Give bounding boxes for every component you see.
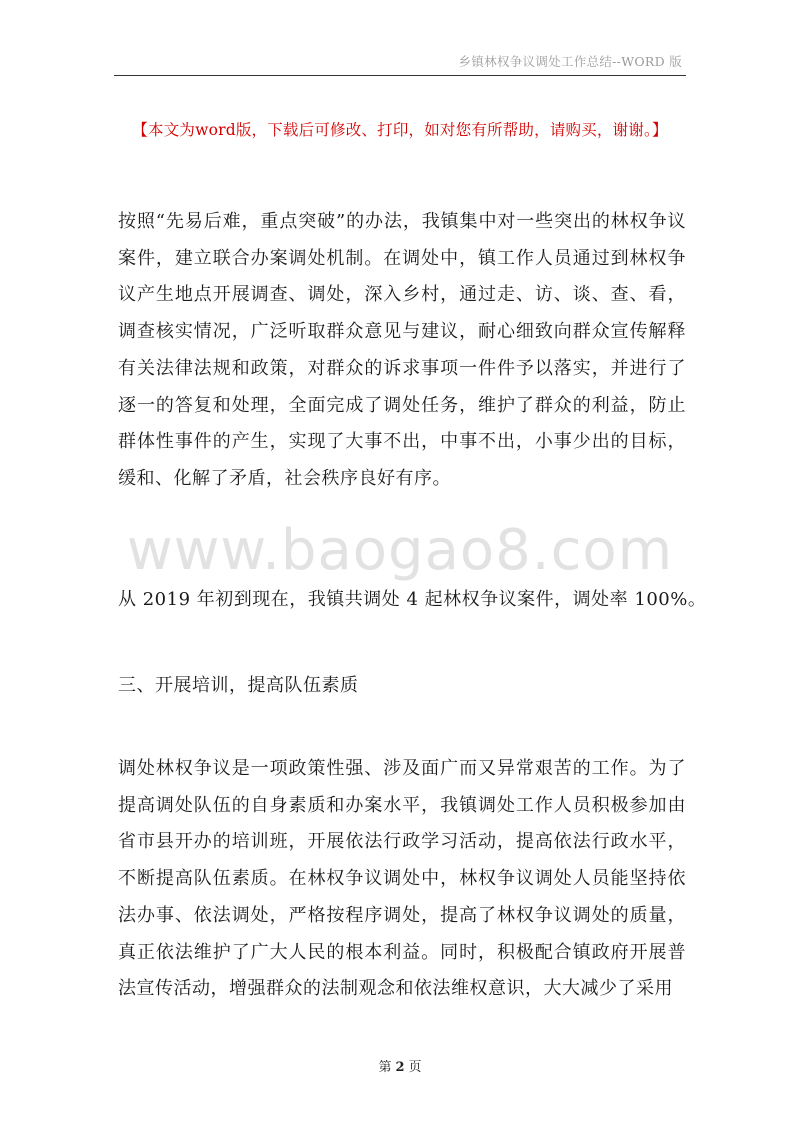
page-number: 2 <box>395 1060 405 1075</box>
watermark: www.baogao8.com <box>126 518 674 583</box>
download-notice: 【本文为word版，下载后可修改、打印，如对您有所帮助，请购买，谢谢。】 <box>132 121 668 139</box>
body-paragraph-3: 调处林权争议是一项政策性强、涉及面广而又异常艰苦的工作。为了提高调处队伍的自身素质和办案水平，我镇调处工作人员积极参加由省市县开办的培训班，开展依法行政学习活动，提高依法行政水平，不断提高队伍素质。在林权争议调处中，林权争议调处人员能坚持依法办事、依法调处，严格按程序调处，提高了林权争议调处的质量，真正依法维护了广大人民的根本利益。同时，积极配合镇政府开展普法宣传活动，增强群众的法制观念和依法维权意识，大大减少了采用 <box>118 758 686 1000</box>
body-paragraph-1: 按照“先易后难，重点突破”的办法，我镇集中对一些突出的林权争议案件，建立联合办案调处机制。在调处中，镇工作人员通过到林权争议产生地点开展调查、调处，深入乡村，通过走、访、谈、查、看，调查核实情况，广泛听取群众意见与建议，耐心细致向群众宣传解释有关法律法规和政策，对群众的诉求事项一件件予以落实，并进行了逐一的答复和处理，全面完成了调处任务，维护了群众的利益，防止群体性事件的产生，实现了大事不出，中事不出，小事少出的目标，缓和、化解了矛盾，社会秩序良好有序。 <box>118 211 686 489</box>
section-heading: 三、开展培训，提高队伍素质 <box>118 675 359 696</box>
footer-prefix: 第 <box>378 1060 392 1075</box>
body-paragraph-2: 从 2019 年初到现在，我镇共调处 4 起林权争议案件，调处率 100%。 <box>118 589 707 610</box>
page-footer <box>0 1056 800 1075</box>
header-rule <box>114 75 686 76</box>
header-title: 乡镇林权争议调处工作总结--WORD 版 <box>458 54 682 69</box>
footer-suffix: 页 <box>408 1060 422 1075</box>
